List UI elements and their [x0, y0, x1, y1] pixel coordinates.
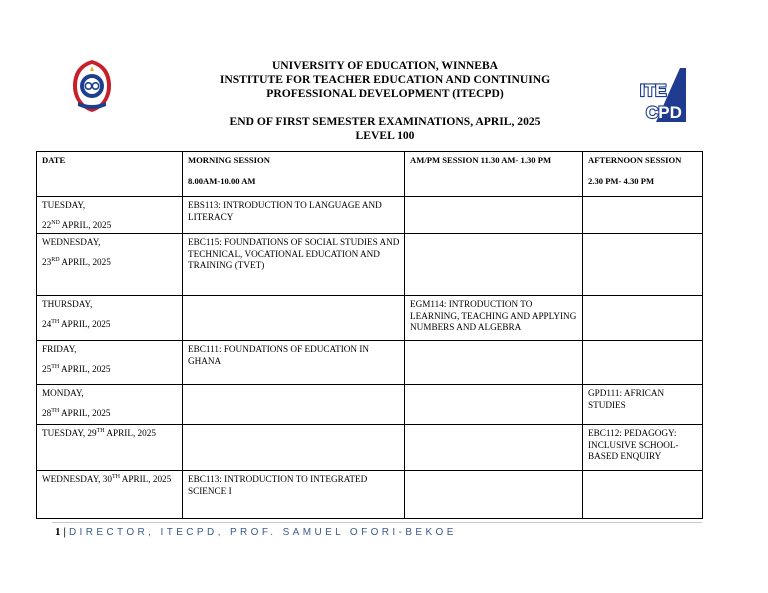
- morning-cell: [183, 296, 405, 341]
- footer-divider: [52, 522, 702, 523]
- date-cell: TUESDAY, 29TH APRIL, 2025: [37, 425, 183, 471]
- morning-cell: EBS113: INTRODUCTION TO LANGUAGE AND LITERACY: [183, 197, 405, 234]
- ampm-cell: EGM114: INTRODUCTION TO LEARNING, TEACHING AND APPLYING NUMBERS AND ALGEBRA: [405, 296, 583, 341]
- morning-cell: [183, 425, 405, 471]
- afternoon-cell: GPD111: AFRICAN STUDIES: [583, 385, 703, 425]
- ampm-cell: [405, 197, 583, 234]
- ampm-cell: [405, 385, 583, 425]
- page-footer: [55, 526, 457, 538]
- afternoon-cell: [583, 471, 703, 519]
- institute-name-line1: INSTITUTE FOR TEACHER EDUCATION AND CONTINUING: [219, 73, 551, 86]
- page-number: 1: [55, 526, 61, 538]
- date-cell: MONDAY, 28TH APRIL, 2025: [37, 385, 183, 425]
- itecpd-logo-icon: [636, 66, 688, 124]
- university-name: UNIVERSITY OF EDUCATION, WINNEBA: [271, 59, 499, 72]
- afternoon-cell: [583, 341, 703, 385]
- level-label: LEVEL 100: [355, 129, 415, 142]
- table-row: [37, 341, 703, 385]
- morning-cell: EBC111: FOUNDATIONS OF EDUCATION IN GHANA: [183, 341, 405, 385]
- logo-text-cpd: CPD: [646, 103, 682, 122]
- date-cell: THURSDAY, 24TH APRIL, 2025: [37, 296, 183, 341]
- date-cell: FRIDAY, 25TH APRIL, 2025: [37, 341, 183, 385]
- ampm-cell: [405, 341, 583, 385]
- ampm-cell: [405, 471, 583, 519]
- logo-text-ite: ITE: [640, 81, 667, 100]
- afternoon-cell: [583, 296, 703, 341]
- ampm-cell: [405, 425, 583, 471]
- table-row: [37, 197, 703, 234]
- morning-cell: EBC115: FOUNDATIONS OF SOCIAL STUDIES AND TECHNICAL, VOCATIONAL EDUCATION AND TRAINING (TVET): [183, 234, 405, 296]
- exam-timetable: [36, 151, 703, 519]
- exam-title-line: END OF FIRST SEMESTER EXAMINATIONS, APRIL, 2025: [229, 115, 541, 128]
- table-row: [37, 385, 703, 425]
- morning-cell: EBC113: INTRODUCTION TO INTEGRATED SCIENCE I: [183, 471, 405, 519]
- date-cell: WEDNESDAY, 23RD APRIL, 2025: [37, 234, 183, 296]
- table-row: [37, 234, 703, 296]
- afternoon-cell: [583, 234, 703, 296]
- footer-director: DIRECTOR, ITECPD, PROF. SAMUEL OFORI-BEKOE: [68, 527, 457, 538]
- table-row: [37, 471, 703, 519]
- date-cell: TUESDAY, 22ND APRIL, 2025: [37, 197, 183, 234]
- institution-header: [180, 59, 590, 101]
- table-row: [37, 296, 703, 341]
- afternoon-cell: EBC112: PEDAGOGY: INCLUSIVE SCHOOL-BASED ENQUIRY: [583, 425, 703, 471]
- exam-title: [180, 115, 590, 143]
- footer-separator: |: [63, 526, 66, 538]
- ampm-cell: [405, 234, 583, 296]
- university-crest-icon: [70, 58, 114, 114]
- header-afternoon: AFTERNOON SESSION 2.30 PM- 4.30 PM: [583, 152, 703, 197]
- table-header-row: [37, 152, 703, 197]
- header-date: DATE: [37, 152, 183, 197]
- header-morning: MORNING SESSION 8.00AM-10.00 AM: [183, 152, 405, 197]
- header-ampm: AM/PM SESSION 11.30 AM- 1.30 PM: [405, 152, 583, 197]
- institute-name-line2: PROFESSIONAL DEVELOPMENT (ITECPD): [266, 87, 504, 100]
- afternoon-cell: [583, 197, 703, 234]
- morning-cell: [183, 385, 405, 425]
- table-row: [37, 425, 703, 471]
- date-cell: WEDNESDAY, 30TH APRIL, 2025: [37, 471, 183, 519]
